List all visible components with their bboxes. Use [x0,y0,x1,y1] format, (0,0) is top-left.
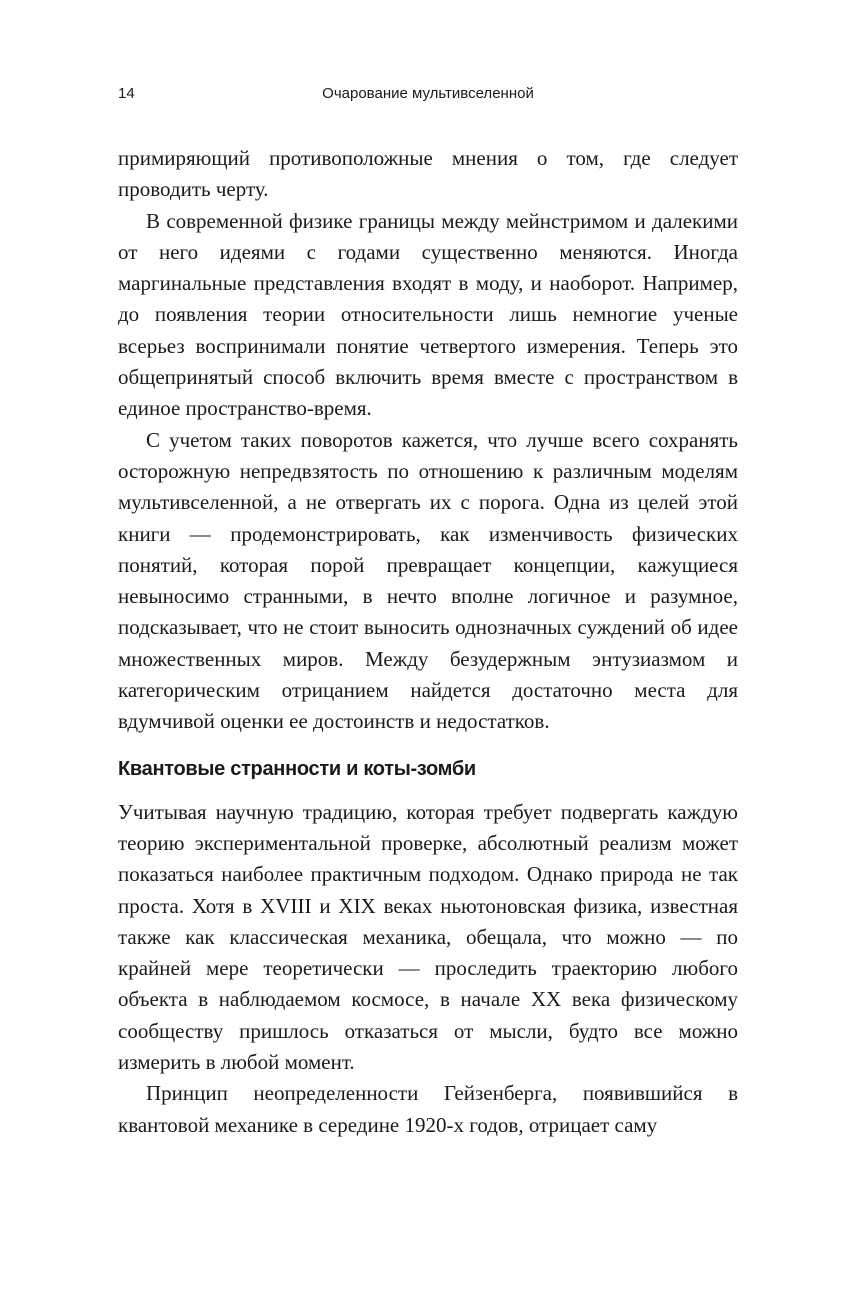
running-title: Очарование мультивселенной [322,85,534,102]
paragraph: В современной физике границы между мейнстримом и далекими от него идеями с годами существенно меняются. Иногда маргинальные представления входят в моду, и наоборот. Например, до появления теории относительности лишь немногие ученые всерьез воспринимали понятие четвертого измерения. Теперь это общепринятый способ включить время вместе с пространством в единое пространство-время. [118,208,738,421]
body-text [118,143,738,1141]
paragraph: Принцип неопределенности Гейзенберга, появившийся в квантовой механике в середине 1920-х годов, отрицает саму [118,1081,738,1137]
paragraph: Учитывая научную традицию, которая требует подвергать каждую теорию экспериментальной проверке, абсолютный реализм может показаться наиболее практичным подходом. Однако природа не так проста. Хотя в XVIII и XIX веках ньютоновская физика, известная также как классическая механика, обещала, что можно — по крайней мере теоретически — проследить траекторию любого объекта в наблюдаемом космосе, в начале XX века физическому сообществу пришлось отказаться от мысли, будто все можно измерить в любой момент. [118,799,738,1075]
page-header [118,82,738,106]
section-heading: Квантовые странности и коты-зомби [118,757,476,780]
paragraph: С учетом таких поворотов кажется, что лучше всего сохранять осторожную непредвзятость по отношению к различным моделям мультивселенной, а не отвергать их с порога. Одна из целей этой книги — продемонстрировать, как изменчивость физических понятий, которая порой превращает концепции, кажущиеся невыносимо странными, в нечто вполне логичное и разумное, подсказывает, что не стоит выносить однозначных суждений об идее множественных миров. Между безудержным энтузиазмом и категорическим отрицанием найдется достаточно места для вдумчивой оценки ее достоинств и недостатков. [118,427,738,734]
page-number: 14 [118,85,135,102]
paragraph: примиряющий противоположные мнения о том, где следует проводить черту. [118,146,738,202]
